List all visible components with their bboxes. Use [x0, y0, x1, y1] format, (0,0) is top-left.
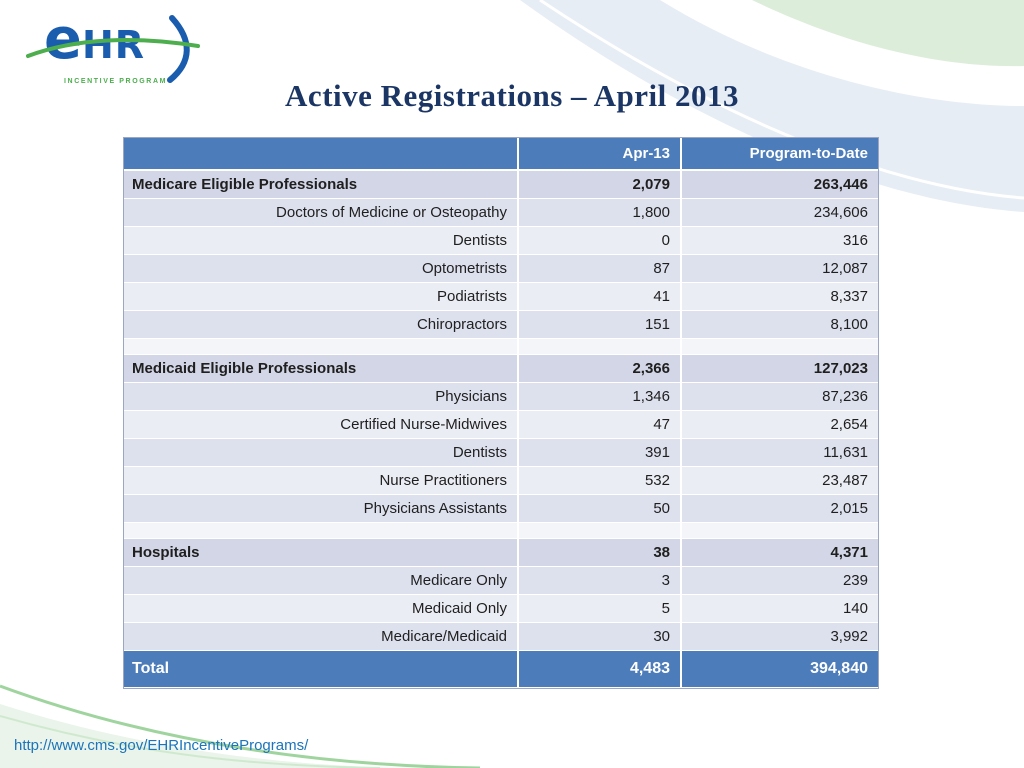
table-row: [124, 623, 878, 651]
table-row: [124, 383, 878, 411]
table-header-row: [124, 138, 878, 171]
table-row: [124, 311, 878, 339]
cell-apr13: 151: [517, 311, 680, 339]
cell-apr13: 391: [517, 439, 680, 467]
table-row: [124, 199, 878, 227]
table-row: [124, 539, 878, 567]
cell-apr13: 41: [517, 283, 680, 311]
cell-program-to-date: 11,631: [680, 439, 878, 467]
cell-apr13: 50: [517, 495, 680, 523]
cell-program-to-date: 140: [680, 595, 878, 623]
cell-program-to-date: 263,446: [680, 171, 878, 199]
table-row: [124, 171, 878, 199]
cell-program-to-date: 239: [680, 567, 878, 595]
cell-program-to-date: 2,015: [680, 495, 878, 523]
row-label: Medicaid Only: [124, 595, 517, 623]
cell-program-to-date: 4,371: [680, 539, 878, 567]
cell-program-to-date: 8,100: [680, 311, 878, 339]
table-row: [124, 567, 878, 595]
page-title: Active Registrations – April 2013: [285, 78, 739, 113]
ehr-logo-tagline: INCENTIVE PROGRAM: [64, 78, 168, 85]
cell-apr13: 532: [517, 467, 680, 495]
row-label: Dentists: [124, 227, 517, 255]
spacer-row: [124, 523, 878, 539]
table-row: [124, 439, 878, 467]
cell-apr13: 0: [517, 227, 680, 255]
table-row: [124, 495, 878, 523]
row-label: Dentists: [124, 439, 517, 467]
cell-apr13: 30: [517, 623, 680, 651]
row-label: Chiropractors: [124, 311, 517, 339]
table-row: [124, 595, 878, 623]
row-label: Physicians: [124, 383, 517, 411]
cell-program-to-date: 394,840: [680, 651, 878, 688]
table-total-row: [124, 651, 878, 688]
cell-apr13: 38: [517, 539, 680, 567]
row-label: Hospitals: [124, 539, 517, 567]
table-row: [124, 467, 878, 495]
col-header-program-to-date: Program-to-Date: [680, 138, 878, 171]
spacer-row: [124, 339, 878, 355]
ehr-logo-letter-e: e: [44, 7, 82, 72]
cell-program-to-date: 8,337: [680, 283, 878, 311]
cell-program-to-date: 87,236: [680, 383, 878, 411]
cell-apr13: 2,079: [517, 171, 680, 199]
row-label: Doctors of Medicine or Osteopathy: [124, 199, 517, 227]
cell-apr13: 5: [517, 595, 680, 623]
cell-program-to-date: 2,654: [680, 411, 878, 439]
cms-ehr-link[interactable]: http://www.cms.gov/EHRIncentivePrograms/: [14, 737, 309, 754]
table-row: [124, 283, 878, 311]
cell-apr13: 47: [517, 411, 680, 439]
row-label: Optometrists: [124, 255, 517, 283]
row-label: Podiatrists: [124, 283, 517, 311]
row-label: Medicare/Medicaid: [124, 623, 517, 651]
row-label: Nurse Practitioners: [124, 467, 517, 495]
cell-program-to-date: 23,487: [680, 467, 878, 495]
ehr-logo-text: [44, 7, 146, 72]
cell-program-to-date: 127,023: [680, 355, 878, 383]
cell-program-to-date: 3,992: [680, 623, 878, 651]
table-row: [124, 255, 878, 283]
registrations-table: [123, 137, 879, 689]
cell-apr13: 87: [517, 255, 680, 283]
row-label: Physicians Assistants: [124, 495, 517, 523]
col-header-apr13: Apr-13: [517, 138, 680, 171]
cell-apr13: 3: [517, 567, 680, 595]
table-row: [124, 227, 878, 255]
col-header-blank: [124, 138, 517, 171]
cell-apr13: 1,800: [517, 199, 680, 227]
row-label: Medicaid Eligible Professionals: [124, 355, 517, 383]
cell-apr13: 4,483: [517, 651, 680, 688]
cell-program-to-date: 316: [680, 227, 878, 255]
row-label: Medicare Eligible Professionals: [124, 171, 517, 199]
cell-program-to-date: 12,087: [680, 255, 878, 283]
cell-program-to-date: 234,606: [680, 199, 878, 227]
table-row: [124, 355, 878, 383]
row-label: Total: [124, 651, 517, 688]
cell-apr13: 2,366: [517, 355, 680, 383]
ehr-logo-letters-hr: HR: [81, 23, 146, 67]
row-label: Certified Nurse-Midwives: [124, 411, 517, 439]
cell-apr13: 1,346: [517, 383, 680, 411]
table-row: [124, 411, 878, 439]
row-label: Medicare Only: [124, 567, 517, 595]
